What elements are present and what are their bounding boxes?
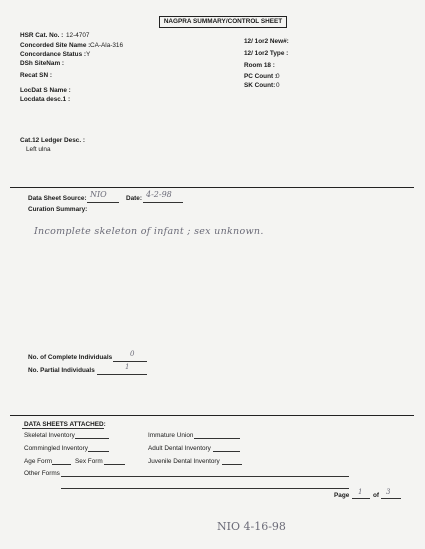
immature-union-label: Immature Union [148, 432, 194, 439]
data-sheet-source-value: NIO [90, 190, 107, 199]
juvenile-dental-inventory-line [222, 464, 242, 465]
section-divider-top [10, 187, 414, 188]
age-form-label: Age Form [24, 458, 53, 465]
sex-form-line [104, 464, 125, 465]
page-line [352, 498, 370, 499]
commingled-inventory-label: Commingled Inventory [24, 445, 88, 452]
concorded-site-name-label: Concorded Site Name : [20, 42, 91, 49]
page-label: Page [334, 492, 350, 499]
handwritten-footer-note: NIO 4-16-98 [217, 520, 286, 533]
pc-count-value: 0 [276, 73, 280, 80]
locdata-desc-label: Locdata desc.1 : [20, 96, 71, 103]
sheet-title: NAGPRA SUMMARY/CONTROL SHEET [159, 16, 287, 28]
immature-union-line [194, 438, 240, 439]
concorded-site-name-value: CA-Ala-316 [90, 42, 124, 49]
section-divider-bottom [10, 415, 414, 416]
recat-sn-label: Recat SN : [20, 72, 52, 79]
other-forms-label: Other Forms [24, 470, 60, 477]
hsr-cat-no-value: 12-4707 [66, 32, 90, 39]
of-label: of [373, 492, 380, 499]
of-line [381, 498, 401, 499]
partial-individuals-line [97, 374, 147, 375]
date-line [143, 202, 183, 203]
dsh-sitenam-label: DSh SiteNam : [20, 60, 65, 67]
curation-summary-label: Curation Summary: [28, 206, 88, 213]
complete-individuals-value: 0 [130, 350, 135, 358]
skeletal-inventory-line [75, 438, 109, 439]
adult-dental-inventory-line [213, 451, 240, 452]
new-num-label: 12/ 1or2 New#: [244, 38, 289, 45]
age-form-line [52, 464, 71, 465]
concordance-status-label: Concordance Status : [20, 51, 87, 58]
sk-count-value: 0 [276, 82, 280, 89]
date-label: Date: [126, 195, 142, 202]
type-label: 12/ 1or2 Type : [244, 50, 289, 57]
attached-heading: DATA SHEETS ATTACHED: [24, 421, 106, 428]
complete-individuals-line [113, 361, 147, 362]
cat12-ledger-value: Left ulna [26, 146, 51, 153]
commingled-inventory-line [88, 451, 109, 452]
attached-heading-underline [22, 428, 104, 429]
skeletal-inventory-label: Skeletal Inventory [24, 432, 75, 439]
data-sheet-source-line [87, 202, 119, 203]
room-label: Room 18 : [244, 62, 275, 69]
partial-individuals-label: No. Partial Individuals [28, 367, 95, 374]
complete-individuals-label: No. of Complete Individuals [28, 354, 113, 361]
adult-dental-inventory-label: Adult Dental Inventory [148, 445, 211, 452]
of-value: 3 [386, 488, 391, 496]
partial-individuals-value: 1 [125, 363, 130, 371]
juvenile-dental-inventory-label: Juvenile Dental Inventory [148, 458, 220, 465]
sex-form-label: Sex Form [75, 458, 103, 465]
locdat-s-name-label: LocDat S Name : [20, 87, 71, 94]
hsr-cat-no-label: HSR Cat. No. : [20, 32, 64, 39]
pc-count-label: PC Count : [244, 73, 278, 80]
page-value: 1 [358, 488, 363, 496]
date-value: 4-2-98 [146, 190, 172, 199]
cat12-ledger-label: Cat.12 Ledger Desc. : [20, 137, 85, 144]
other-forms-line-1 [61, 476, 349, 477]
other-forms-line-2 [61, 488, 349, 489]
curation-summary-text: Incomplete skeleton of infant ; sex unknown. [34, 226, 264, 237]
sk-count-label: SK Count: [244, 82, 276, 89]
data-sheet-source-label: Data Sheet Source: [28, 195, 87, 202]
concordance-status-value: Y [86, 51, 91, 58]
